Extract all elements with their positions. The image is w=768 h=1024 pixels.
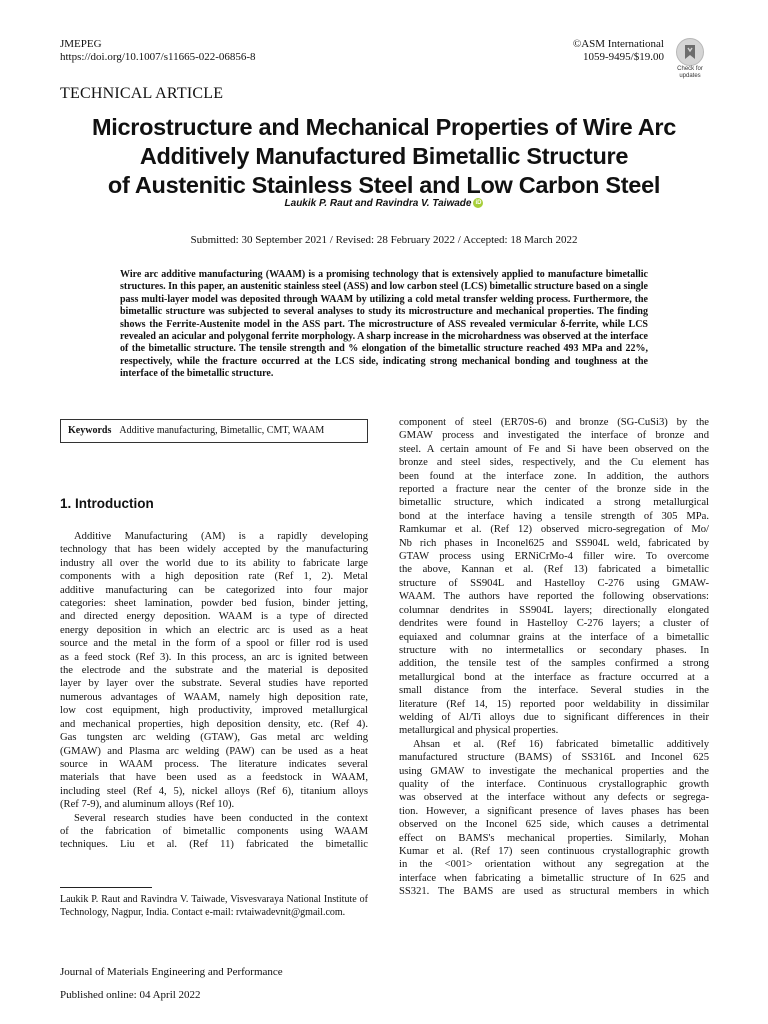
text-line: source and the metal in the form of a spool or filler rod is used <box>60 638 368 650</box>
text-line: of the fabrication of bimetallic components using WAAM <box>60 825 368 837</box>
title-line-2: Additively Manufactured Bimetallic Structure <box>139 143 629 169</box>
abstract: Wire arc additive manufacturing (WAAM) is a promising technology that is extensively applied to manufacture bimetallic structures. In this paper, an austenitic stainless steel (ASS) and low carbon steel (LCS) bimetallic structure based on a single pass multi-layer model was deposited through WAAM by utilizing a cold metal transfer welding process. Furthermore, the bimetallic structure was subjected to several analyses to study its microstructure and mechanical properties. The finding shows the Ferrite-Austenite model in the ASS part. The microstructure of ASS revealed vermicular δ-ferrite, while LCS revealed an acicular and polygonal ferrite morphology. A sharp increase in the microhardness was observed at the interface of the bimetallic structure. The tensile strength and % elongation of the bimetallic structure reached 493 MPa and 22%, respectively, while the fracture occurred at the LCS side, indicating strong mechanical bonding and toughness at the interface of the bimetallic structure. <box>120 269 648 380</box>
text-line: techniques. Liu et al. (Ref 11) fabricated the bimetallic <box>60 839 368 851</box>
text-line: and directed energy deposition. WAAM is a type of directed <box>60 611 368 623</box>
bookmark-icon <box>676 38 704 66</box>
section-heading-introduction: 1. Introduction <box>60 496 154 511</box>
text-line: dendrites were found in Hastelloy C-276 layers; a cluster of <box>399 618 709 630</box>
text-line: Ramkumar et al. (Ref 12) observed micro-segregation of Mo/ <box>399 524 709 536</box>
text-line: effect on BAMS's mechanical properties. Similarly, Mohan <box>399 832 709 844</box>
text-line: low cost equipment, high productivity, improved metallurgical <box>60 705 368 717</box>
text-line: layer by layer over the substrate. Several studies have reported <box>60 678 368 690</box>
text-line: technology that has been widely accepted by the manufacturing <box>60 544 368 556</box>
title-line-3: of Austenitic Stainless Steel and Low Carbon Steel <box>107 172 661 198</box>
doi-link[interactable]: https://doi.org/10.1007/s11665-022-06856-8 <box>60 51 256 63</box>
text-line: using GMAW to investigate the mechanical properties and the <box>399 765 709 777</box>
text-line: SS321. The BAMS are used as structural members in which <box>399 886 709 898</box>
text-line: tion. However, a significant presence of laves phases has been <box>399 805 709 817</box>
text-line: quality of the interface. Continuous crystallographic growth <box>399 778 709 790</box>
keywords-box <box>60 419 368 443</box>
authors-text: Laukik P. Raut and Ravindra V. Taiwade <box>284 198 472 209</box>
text-line: reported a fracture near the center of the bronze side in the <box>399 484 709 496</box>
text-line: as a feed stock (Ref 3). In this process, an arc is ignited between <box>60 651 368 663</box>
text-line: additive manufacturing can be categorized into four major <box>60 584 368 596</box>
text-line: GMAW process and investigated the interface of bronze and <box>399 430 709 442</box>
publisher: ©ASM International <box>572 38 664 50</box>
text-line: and mechanical properties, high deposition density, etc. (Ref 4). <box>60 718 368 730</box>
orcid-icon[interactable]: iD <box>475 200 482 207</box>
author-affiliation-footnote: Laukik P. Raut and Ravindra V. Taiwade, Visvesvaraya National Institute of Technology, Nagpur, India. Contact e-mail: rvtaiwadevnit@gmail.com. <box>60 894 368 918</box>
text-line: literature (Ref 14, 15) reported poor weldability in dissimilar <box>399 698 709 710</box>
text-line: the electrode and the substrate and the material is deposited <box>60 665 368 677</box>
text-line: was observed at the interface without any defects or segrega- <box>399 792 709 804</box>
text-line: interface when fabricating a bimetallic structure of In 625 and <box>399 872 709 884</box>
text-line: component of steel (ER70S-6) and bronze (SG-CuSi3) by the <box>399 417 709 428</box>
text-line: steel. A certain amount of Fe and Si have been observed on the <box>399 443 709 455</box>
text-line: metallurgical bond at the interface as fracture occurred at a <box>399 671 709 683</box>
published-date: Published online: 04 April 2022 <box>60 989 201 1001</box>
text-line: small distance from the interface. Several studies in the <box>399 685 709 697</box>
text-line: categories: sheet lamination, powder bed fusion, binder jetting, <box>60 598 368 610</box>
text-line: metallurgical and physical properties. <box>399 725 559 737</box>
check-for-updates-badge[interactable] <box>672 38 708 79</box>
author-list <box>0 198 768 209</box>
text-line: Additive Manufacturing (AM) is a rapidly developing <box>74 531 368 542</box>
text-line: structure of SS904L and Hastelloy C-276 using GMAW- <box>399 577 709 589</box>
text-line: source in WAAM process. The literature indicates several <box>60 758 368 770</box>
text-line: including steel (Ref 4, 5), nickel alloys (Ref 6), titanium alloys <box>60 785 368 797</box>
text-line: structure with no intermetallics or secondary phases. In <box>399 644 709 656</box>
text-line: in the <001> orientation without any segregation at the <box>399 859 709 871</box>
text-line: components with a high deposition rate (Ref 1, 2). Metal <box>60 571 368 583</box>
title-line-1: Microstructure and Mechanical Properties of Wire Arc <box>91 114 677 140</box>
right-column-body <box>399 416 709 899</box>
text-line: been found at the interface zone. In addition, the authors <box>399 470 709 482</box>
text-line: manufactured structure (BAMS) of SS316L and Inconel 625 <box>399 752 709 764</box>
text-line: Ahsan et al. (Ref 16) fabricated bimetallic additively <box>413 738 709 750</box>
badge-line-2: updates <box>679 73 701 79</box>
text-line: industry all over the world due to its ability to fabricate large <box>60 557 368 569</box>
text-line: GTAW process using ERNiCrMo-4 filler wire. To overcome <box>399 551 709 563</box>
article-type: TECHNICAL ARTICLE <box>60 85 224 102</box>
keywords-value: Additive manufacturing, Bimetallic, CMT, WAAM <box>119 425 325 436</box>
text-line: WAAM. The authors have reported the following observations: <box>399 591 709 603</box>
text-line: equiaxed and columnar grains at the interface of a bimetallic <box>399 631 709 643</box>
text-line: bronze and steel sides, respectively, and the Cu element has <box>399 457 709 469</box>
text-line: numerous advantages of WAAM, namely high deposition rate, <box>60 691 368 703</box>
journal-name: Journal of Materials Engineering and Performance <box>60 966 283 978</box>
journal-abbreviation: JMEPEG <box>60 38 102 50</box>
keywords-label: Keywords <box>68 425 112 436</box>
badge-line-1: Check for <box>677 66 703 72</box>
text-line: bimetallic structure, which indicated a strong metallurgical <box>399 497 709 509</box>
text-line: Gas tungsten arc welding (GTAW), Gas metal arc welding <box>60 732 368 744</box>
text-line: Nb rich phases in Inconel625 and SS904L weld, fabricated by <box>399 537 709 549</box>
text-line: addition, the tensile test of the samples confirmed a strong <box>399 658 709 670</box>
left-column-body <box>60 530 368 852</box>
text-line: welding of Al/Ti alloys due to significant differences in their <box>399 711 709 723</box>
text-line: Kumar et al. (Ref 17) seen continuous crystallographic growth <box>399 846 709 857</box>
text-line: materials that have been used as a feedstock in WAAM, <box>60 772 368 784</box>
article-title <box>40 113 728 200</box>
text-line: the above, Kannan et al. (Ref 13) fabricated a bimetallic <box>399 564 709 576</box>
text-line: observed on the Inconel 625 side, which causes a detrimental <box>399 819 709 831</box>
text-line: energy deposition in which an electric arc is used as a heat <box>60 624 368 636</box>
price-code: 1059-9495/$19.00 <box>583 51 664 63</box>
text-line: (Ref 7-9), and aluminum alloys (Ref 10). <box>60 799 235 811</box>
text-line: (GMAW) and Plasma arc welding (PAW) can be used as a heat <box>60 745 368 757</box>
text-line: Several research studies have been conducted in the context <box>74 812 368 824</box>
text-line: columnar dendrites in SS904L layers; directionally elongated <box>399 604 709 616</box>
footnote-divider <box>60 887 152 888</box>
text-line: bond at the interface having a tensile strength of 305 MPa. <box>399 510 709 522</box>
submission-dates: Submitted: 30 September 2021 / Revised: 28 February 2022 / Accepted: 18 March 2022 <box>190 234 578 246</box>
